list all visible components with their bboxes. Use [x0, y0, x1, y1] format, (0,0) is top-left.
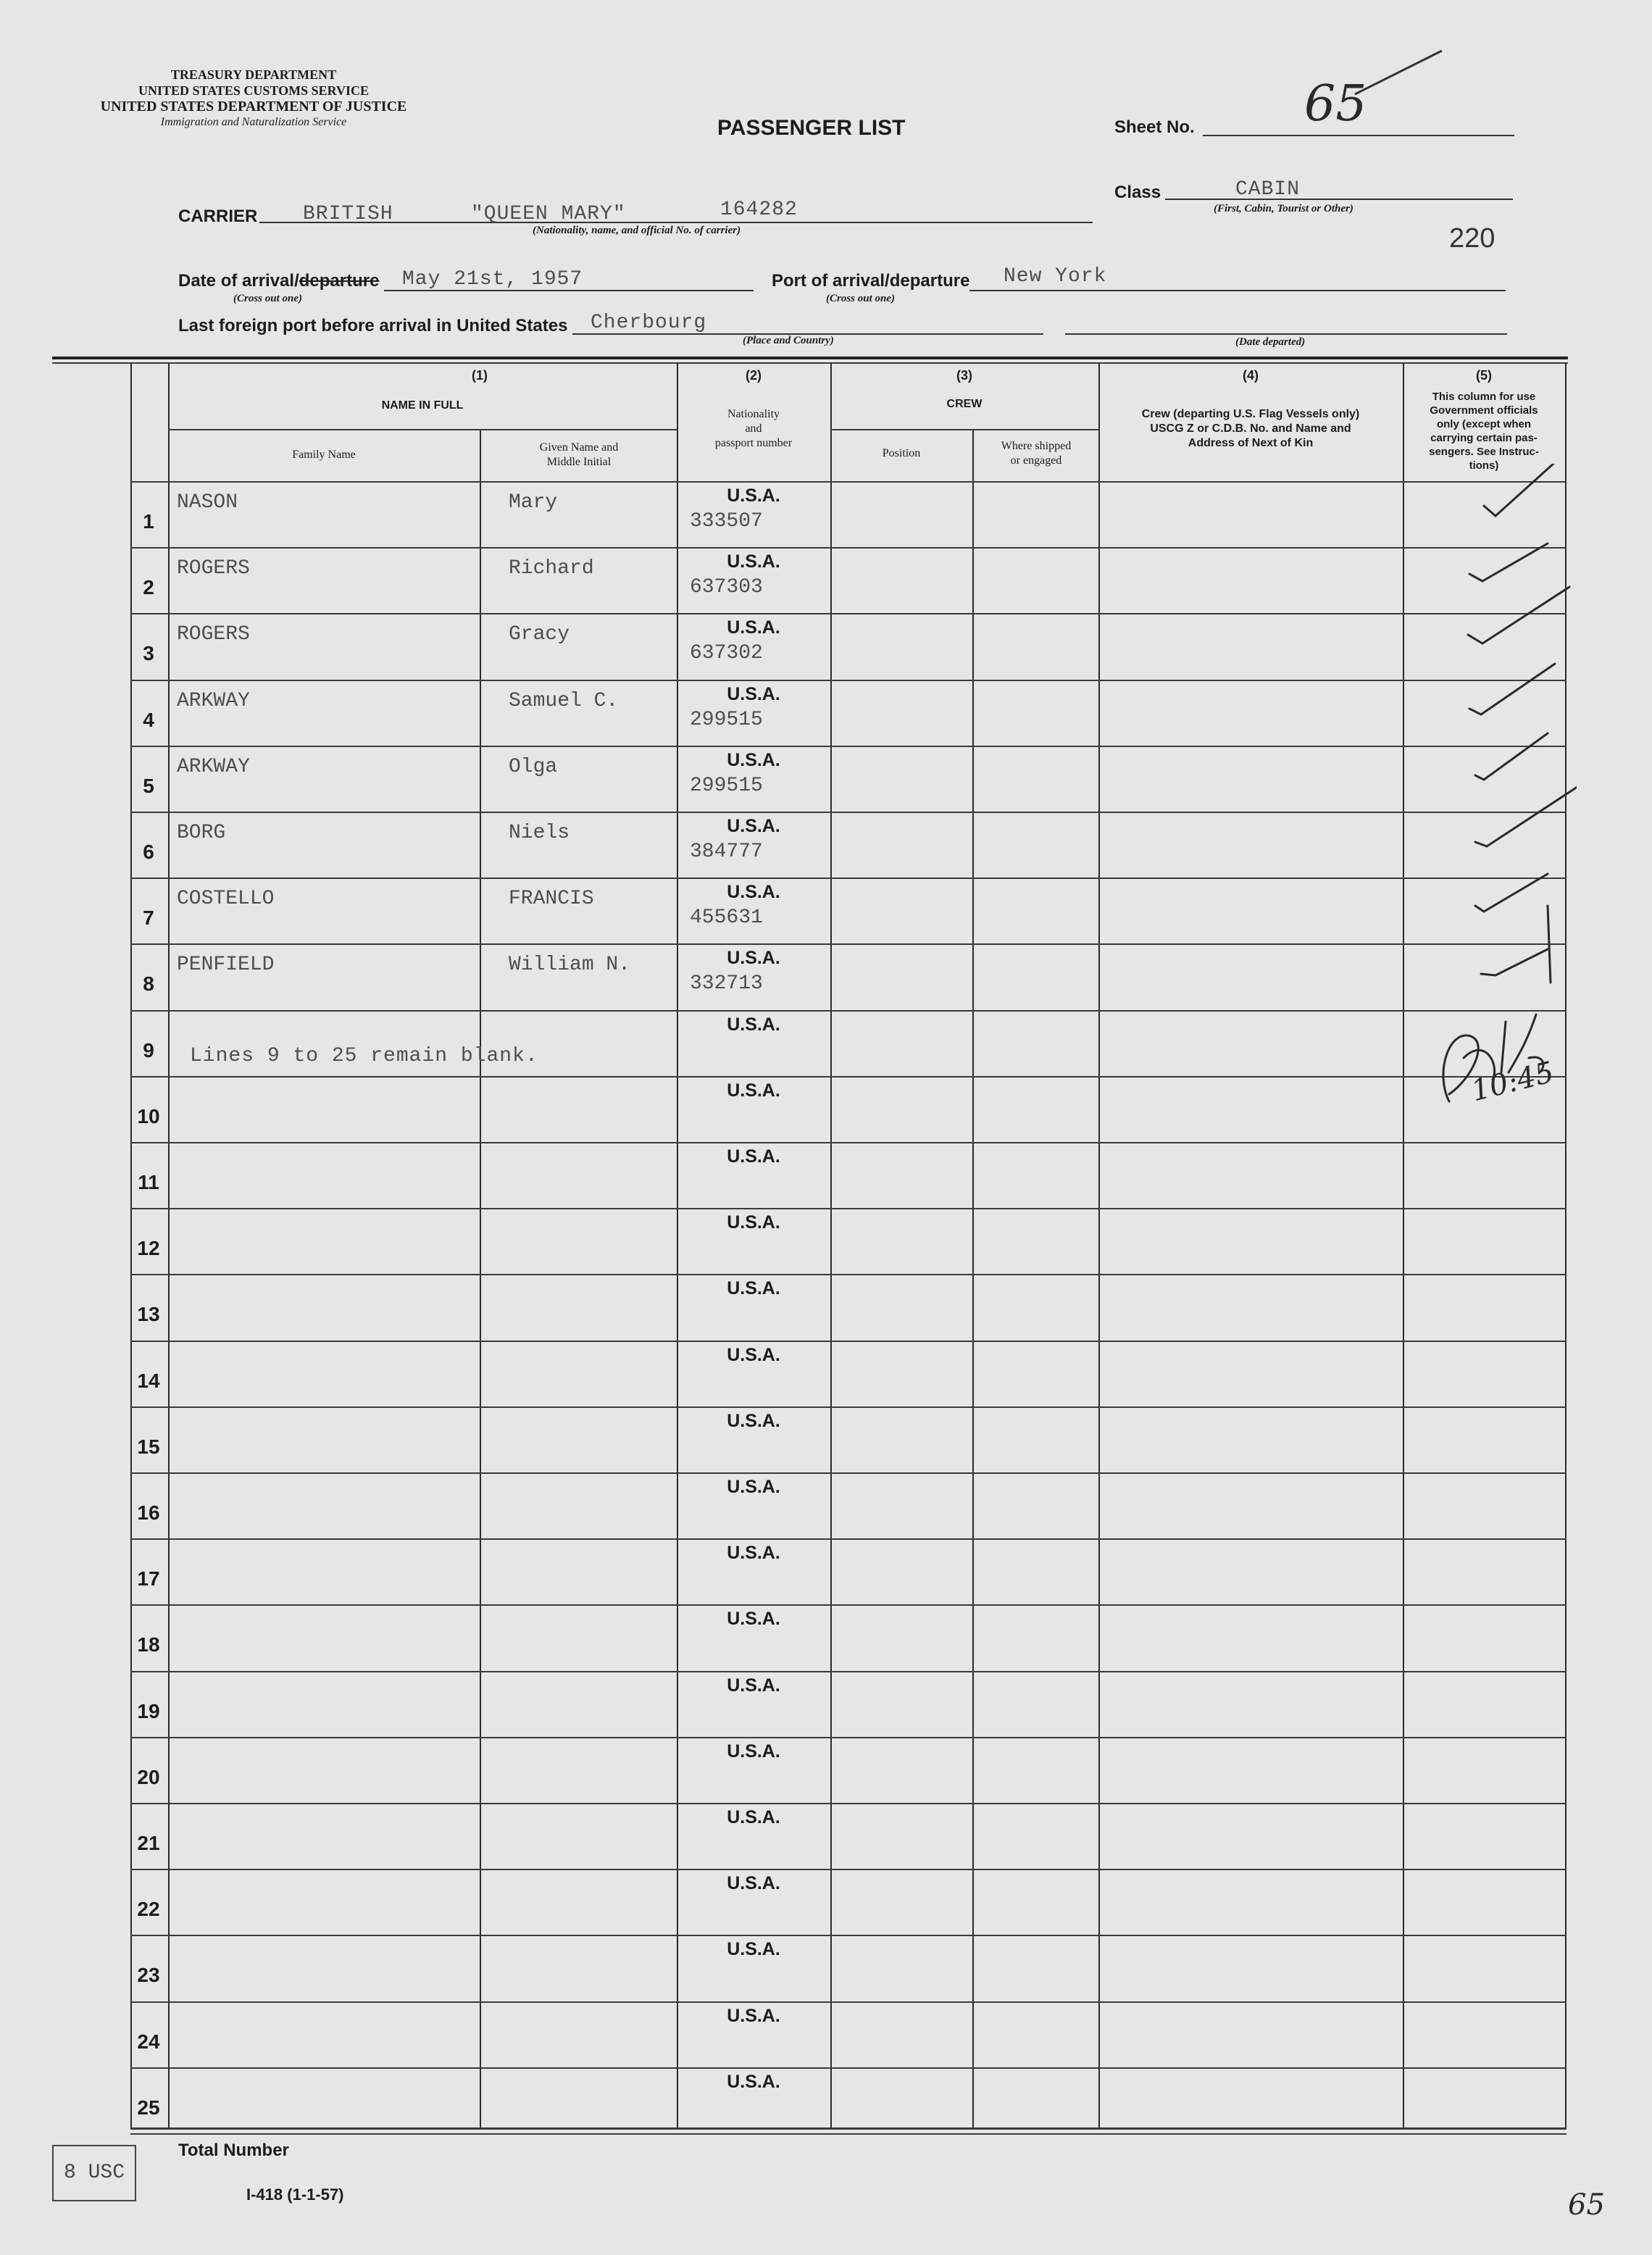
row-rule [130, 1472, 1567, 1474]
agency-treasury: TREASURY DEPARTMENT [170, 67, 337, 82]
nationality: U.S.A. [727, 617, 780, 638]
carrier-hint: (Nationality, name, and official No. of carrier) [533, 225, 741, 236]
name-sub-rule [168, 429, 677, 430]
page-mark: 65 [1568, 2188, 1605, 2222]
row-number: 23 [137, 1964, 160, 1987]
row-rule [130, 1737, 1567, 1738]
sheet-flourish [1348, 43, 1449, 101]
nationality: U.S.A. [727, 1212, 780, 1233]
agency-customs: UNITED STATES CUSTOMS SERVICE [138, 83, 369, 98]
vline-given [480, 430, 481, 2129]
checkmark-icon [1468, 587, 1569, 643]
row-rule [130, 613, 1567, 614]
col3-shipped-header [974, 439, 1098, 468]
col2-line1: Nationality [727, 408, 780, 420]
row-number: 20 [137, 1765, 160, 1788]
row-number: 1 [143, 510, 154, 533]
header-bottom-rule [130, 481, 1565, 483]
col1-given-line2: Middle Initial [546, 456, 612, 468]
vline-crew [830, 362, 832, 2129]
row-number: 19 [137, 1699, 160, 1722]
checkmark-icon [1469, 664, 1555, 714]
family-name: NASON [177, 491, 238, 514]
nationality: U.S.A. [727, 551, 780, 572]
passport-number: 299515 [690, 708, 763, 731]
row-rule [130, 2001, 1567, 2003]
crew-sub-rule [830, 429, 1098, 430]
col1-given-header [481, 441, 677, 470]
total-number-label: Total Number [178, 2141, 289, 2160]
carrier-name: "QUEEN MARY" [471, 203, 626, 225]
row-number: 4 [143, 708, 154, 731]
given-name: Mary [509, 491, 558, 514]
col5-line4: carrying certain pas- [1430, 432, 1538, 444]
row-rule [130, 680, 1567, 681]
last-port-value: Cherbourg [591, 312, 707, 334]
row-rule [130, 746, 1567, 747]
col5-line5: sengers. See Instruc- [1429, 446, 1539, 458]
row-number: 22 [137, 1898, 160, 1921]
col2-number: (2) [746, 368, 762, 383]
row-rule [130, 2133, 1567, 2135]
col4-line3: Address of Next of Kin [1188, 437, 1314, 449]
nationality: U.S.A. [727, 948, 780, 969]
col2-header [677, 407, 830, 451]
class-value: CABIN [1235, 178, 1301, 201]
row-rule [130, 1142, 1567, 1143]
row-number: 17 [137, 1567, 160, 1591]
row-number: 11 [138, 1171, 159, 1193]
row-rule [130, 1869, 1567, 1870]
row-rule [130, 1274, 1567, 1275]
col4-line2: USCG Z or C.D.B. No. and Name and [1150, 422, 1351, 435]
port-value: New York [1004, 265, 1107, 288]
col4-number: (4) [1243, 368, 1259, 383]
col1-given-line1: Given Name and [539, 441, 619, 454]
checkmark-icon [1469, 543, 1548, 581]
date-departed-hint: (Date departed) [1235, 336, 1306, 348]
passport-number: 637302 [690, 642, 763, 665]
carrier-label: CARRIER [178, 207, 258, 226]
col5-line3: only (except when [1436, 418, 1532, 430]
row-rule [130, 1208, 1567, 1209]
handwritten-time: 10:45 [1468, 1055, 1558, 1109]
nationality: U.S.A. [727, 1344, 780, 1365]
col2-line3: passport number [714, 437, 793, 449]
place-hint: (Place and Country) [743, 335, 834, 346]
nationality: U.S.A. [727, 816, 780, 836]
table-top-rule-2 [52, 362, 1568, 364]
passport-number: 333507 [690, 510, 763, 533]
agency-justice: UNITED STATES DEPARTMENT OF JUSTICE [100, 99, 407, 114]
col5-header [1403, 390, 1565, 472]
row-rule [130, 878, 1567, 879]
port-label: Port of arrival/departure [772, 271, 970, 291]
family-name: ROGERS [177, 623, 250, 646]
given-name: Olga [509, 755, 558, 778]
checkmark-icon [1475, 783, 1577, 846]
nationality: U.S.A. [727, 1278, 780, 1299]
form-title: PASSENGER LIST [717, 116, 906, 140]
nationality: U.S.A. [727, 1014, 780, 1035]
nationality: U.S.A. [727, 1410, 780, 1431]
usc-stamp: 8 USC [52, 2145, 136, 2201]
agency-ins: Immigration and Naturalization Service [160, 116, 347, 128]
nationality: U.S.A. [727, 1873, 780, 1894]
row-rule [130, 547, 1567, 549]
nationality: U.S.A. [727, 683, 780, 704]
col2-line2: and [745, 422, 762, 435]
nationality: U.S.A. [727, 749, 780, 770]
family-name: COSTELLO [177, 888, 275, 911]
row-number: 21 [137, 1832, 160, 1854]
blank-lines-note: Lines 9 to 25 remain blank. [190, 1045, 538, 1067]
date-value: May 21st, 1957 [402, 268, 583, 291]
class-label: Class [1114, 183, 1161, 202]
family-name: ROGERS [177, 557, 250, 580]
passport-number: 332713 [690, 972, 763, 996]
row-number: 13 [137, 1303, 160, 1326]
given-name: William N. [509, 954, 631, 977]
given-name: Niels [509, 822, 570, 844]
passport-number: 637303 [690, 576, 763, 599]
col3-shipped-line2: or engaged [1010, 454, 1062, 467]
nationality: U.S.A. [727, 1477, 780, 1497]
checkmark-icon [1484, 464, 1569, 516]
row-number: 15 [137, 1435, 160, 1458]
passport-number: 455631 [690, 906, 763, 930]
checkmark-icon [1475, 874, 1548, 912]
col3-title: CREW [946, 398, 983, 410]
col5-line2: Government officials [1430, 404, 1538, 417]
col1-title: NAME IN FULL [381, 399, 464, 412]
given-name: Gracy [509, 623, 570, 646]
row-rule [130, 1538, 1567, 1540]
family-name: BORG [177, 822, 226, 844]
given-name: FRANCIS [509, 888, 594, 911]
nationality: U.S.A. [727, 1741, 780, 1762]
row-rule [130, 1406, 1567, 1408]
row-rule [130, 1341, 1567, 1342]
agency-block [72, 67, 435, 130]
row-number: 9 [143, 1038, 154, 1062]
date-label-arrival: Date of arrival/ [178, 271, 299, 291]
row-rule [130, 1803, 1567, 1804]
nationality: U.S.A. [727, 2071, 780, 2092]
date-departed-underline [1065, 333, 1507, 335]
row-number: 25 [137, 2096, 160, 2119]
row-number: 6 [143, 841, 154, 863]
nationality: U.S.A. [727, 1609, 780, 1630]
sheet-label: Sheet No. [1114, 117, 1195, 137]
last-port-label: Last foreign port before arrival in United States [178, 316, 568, 335]
table-bottom-rule [130, 2127, 1567, 2130]
checkmark-icon [1475, 733, 1548, 780]
row-number: 10 [137, 1104, 160, 1128]
family-name: ARKWAY [177, 755, 250, 778]
row-number: 5 [143, 774, 154, 797]
col1-family-header: Family Name [292, 449, 356, 461]
row-rule [130, 812, 1567, 813]
vline-shipped [972, 430, 974, 2129]
vline-family [168, 362, 170, 2129]
family-name: ARKWAY [177, 689, 250, 712]
row-number: 18 [137, 1633, 160, 1656]
col4-line1: Crew (departing U.S. Flag Vessels only) [1141, 408, 1360, 420]
form-number: I-418 (1-1-57) [246, 2185, 344, 2204]
nationality: U.S.A. [727, 2005, 780, 2026]
row-number: 14 [137, 1369, 160, 1392]
sheet-number: 65 [1304, 75, 1367, 133]
row-number: 12 [137, 1237, 160, 1260]
row-number: 16 [137, 1501, 160, 1524]
carrier-nationality: BRITISH [303, 203, 393, 225]
date-label [178, 271, 379, 291]
row-rule [130, 1604, 1567, 1606]
col5-line1: This column for use [1432, 391, 1536, 403]
official-initials-signature [1420, 985, 1580, 1130]
family-name: PENFIELD [177, 954, 275, 977]
row-rule [130, 1671, 1567, 1672]
sheet-underline [1203, 135, 1514, 136]
col4-header [1098, 407, 1403, 451]
passport-number: 384777 [690, 841, 763, 863]
row-number: 7 [143, 906, 154, 930]
row-rule [130, 1935, 1567, 1936]
table-top-rule [52, 357, 1568, 359]
col5-line6: tions) [1469, 459, 1499, 472]
nationality: U.S.A. [727, 1675, 780, 1696]
nationality: U.S.A. [727, 1939, 780, 1960]
row-number: 3 [143, 642, 154, 665]
date-cross-out-hint: (Cross out one) [233, 293, 303, 304]
col3-position-header: Position [882, 447, 921, 459]
nationality: U.S.A. [727, 1080, 780, 1101]
row-number: 8 [143, 972, 154, 996]
given-name: Samuel C. [509, 689, 619, 712]
carrier-number: 164282 [720, 199, 798, 221]
class-underline [1165, 199, 1513, 200]
number-220: 220 [1449, 223, 1495, 254]
given-name: Richard [509, 557, 594, 580]
col1-number: (1) [472, 368, 488, 383]
class-hint: (First, Cabin, Tourist or Other) [1214, 203, 1353, 214]
col3-number: (3) [956, 368, 972, 383]
col3-shipped-line1: Where shipped [1001, 440, 1072, 452]
nationality: U.S.A. [727, 1807, 780, 1827]
vline-kin [1098, 362, 1100, 2129]
row-rule [130, 1010, 1567, 1012]
nationality: U.S.A. [727, 1146, 780, 1167]
row-rule [130, 2067, 1567, 2069]
nationality: U.S.A. [727, 485, 780, 506]
nationality: U.S.A. [727, 882, 780, 903]
port-underline [969, 290, 1506, 291]
official-checkmarks [1403, 464, 1577, 1043]
nationality: U.S.A. [727, 1543, 780, 1564]
date-label-departure: departure [299, 271, 380, 291]
passport-number: 299515 [690, 774, 763, 797]
port-cross-out-hint: (Cross out one) [826, 293, 896, 304]
row-rule [130, 943, 1567, 945]
col5-number: (5) [1476, 368, 1492, 383]
row-number: 24 [137, 2030, 160, 2053]
row-number: 2 [143, 576, 154, 599]
row-rule [130, 1076, 1567, 1078]
checkmark-icon [1481, 906, 1551, 983]
